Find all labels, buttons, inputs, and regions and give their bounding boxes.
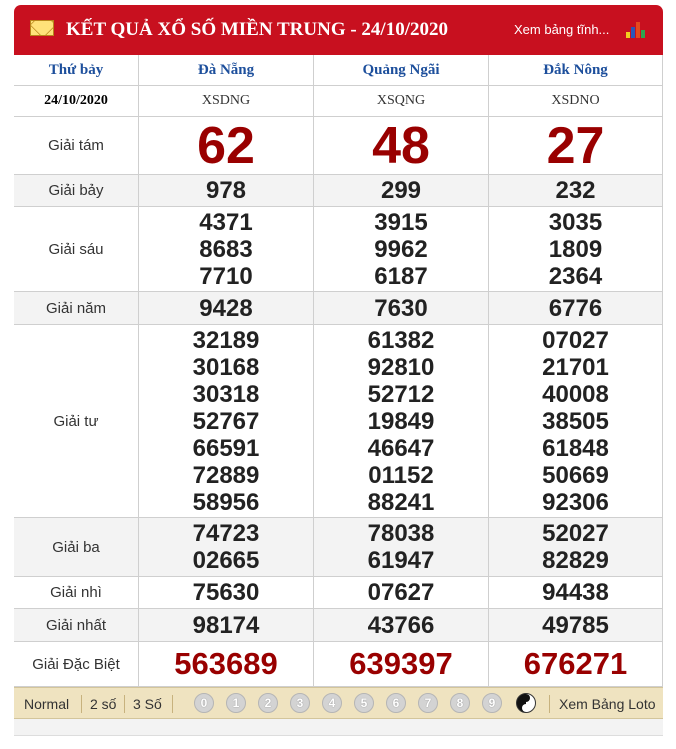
mail-icon (30, 20, 54, 36)
results-toolbar (14, 687, 663, 719)
digit-filter-9[interactable]: 9 (482, 693, 502, 713)
weekday-header: Thứ bảy (14, 55, 139, 86)
prize-number-list: 78038 61947 (314, 518, 489, 577)
prize-label: Giải ba (14, 518, 139, 577)
province-quang-ngai-header[interactable]: Quảng Ngãi (314, 55, 489, 86)
view-loto-table-link[interactable]: Xem Bảng Loto (559, 696, 656, 712)
prize-number: 43766 (314, 609, 489, 642)
station-code: XSDNG (139, 86, 314, 117)
bar-chart-icon[interactable] (626, 20, 646, 38)
prize-number: 232 (489, 175, 663, 207)
lottery-results-card (14, 5, 663, 735)
digit-filter-2[interactable]: 2 (258, 693, 278, 713)
view-static-table-link[interactable]: Xem bảng tĩnh... (514, 22, 610, 37)
toolbar-divider (124, 695, 125, 713)
special-prize-number: 563689 (139, 642, 314, 687)
prize-number: 27 (489, 117, 663, 175)
mode-three-digit-button[interactable]: 3 Số (133, 696, 162, 712)
prize-number: 07627 (314, 577, 489, 609)
results-table (14, 55, 663, 687)
digit-filter-4[interactable]: 4 (322, 693, 342, 713)
results-header (14, 5, 663, 55)
mode-normal-button[interactable]: Normal (24, 696, 70, 712)
toolbar-divider (172, 695, 173, 713)
prize-number: 299 (314, 175, 489, 207)
prize-number-list: 4371 8683 7710 (139, 207, 314, 292)
prize-number: 98174 (139, 609, 314, 642)
prize-label: Giải bảy (14, 175, 139, 207)
toolbar-divider (81, 695, 82, 713)
prize-label: Giải tám (14, 117, 139, 175)
page-title: KẾT QUẢ XỔ SỐ MIỀN TRUNG - 24/10/2020 (66, 19, 448, 40)
prize-label: Giải năm (14, 292, 139, 325)
prize-label: Giải nhì (14, 577, 139, 609)
prize-number-list: 3915 9962 6187 (314, 207, 489, 292)
mode-two-digit-button[interactable]: 2 số (90, 696, 117, 712)
card-bottom-edge (14, 719, 663, 736)
prize-number: 7630 (314, 292, 489, 325)
digit-filter-5[interactable]: 5 (354, 693, 374, 713)
prize-label: Giải Đặc Biệt (14, 642, 139, 687)
special-prize-number: 639397 (314, 642, 489, 687)
prize-number: 48 (314, 117, 489, 175)
yin-yang-icon[interactable] (516, 693, 536, 713)
digit-filter-6[interactable]: 6 (386, 693, 406, 713)
prize-number: 94438 (489, 577, 663, 609)
province-dak-nong-header[interactable]: Đắk Nông (489, 55, 663, 86)
special-prize-number: 676271 (489, 642, 663, 687)
station-code: XSQNG (314, 86, 489, 117)
prize-number-list: 07027 21701 40008 38505 61848 50669 92306 (489, 325, 663, 518)
prize-number: 49785 (489, 609, 663, 642)
prize-number: 978 (139, 175, 314, 207)
toolbar-divider (549, 695, 550, 713)
prize-number-list: 74723 02665 (139, 518, 314, 577)
prize-number-list: 61382 92810 52712 19849 46647 01152 88241 (314, 325, 489, 518)
draw-date: 24/10/2020 (14, 86, 139, 117)
prize-number-list: 3035 1809 2364 (489, 207, 663, 292)
prize-number-list: 52027 82829 (489, 518, 663, 577)
digit-filter-1[interactable]: 1 (226, 693, 246, 713)
prize-number: 9428 (139, 292, 314, 325)
digit-filter-3[interactable]: 3 (290, 693, 310, 713)
province-da-nang-header[interactable]: Đà Nẵng (139, 55, 314, 86)
digit-filter-7[interactable]: 7 (418, 693, 438, 713)
digit-filter-8[interactable]: 8 (450, 693, 470, 713)
prize-number: 6776 (489, 292, 663, 325)
prize-number-list: 32189 30168 30318 52767 66591 72889 58956 (139, 325, 314, 518)
station-code: XSDNO (489, 86, 663, 117)
prize-number: 75630 (139, 577, 314, 609)
prize-label: Giải nhất (14, 609, 139, 642)
digit-filter-0[interactable]: 0 (194, 693, 214, 713)
prize-label: Giải sáu (14, 207, 139, 292)
prize-label: Giải tư (14, 325, 139, 518)
prize-number: 62 (139, 117, 314, 175)
